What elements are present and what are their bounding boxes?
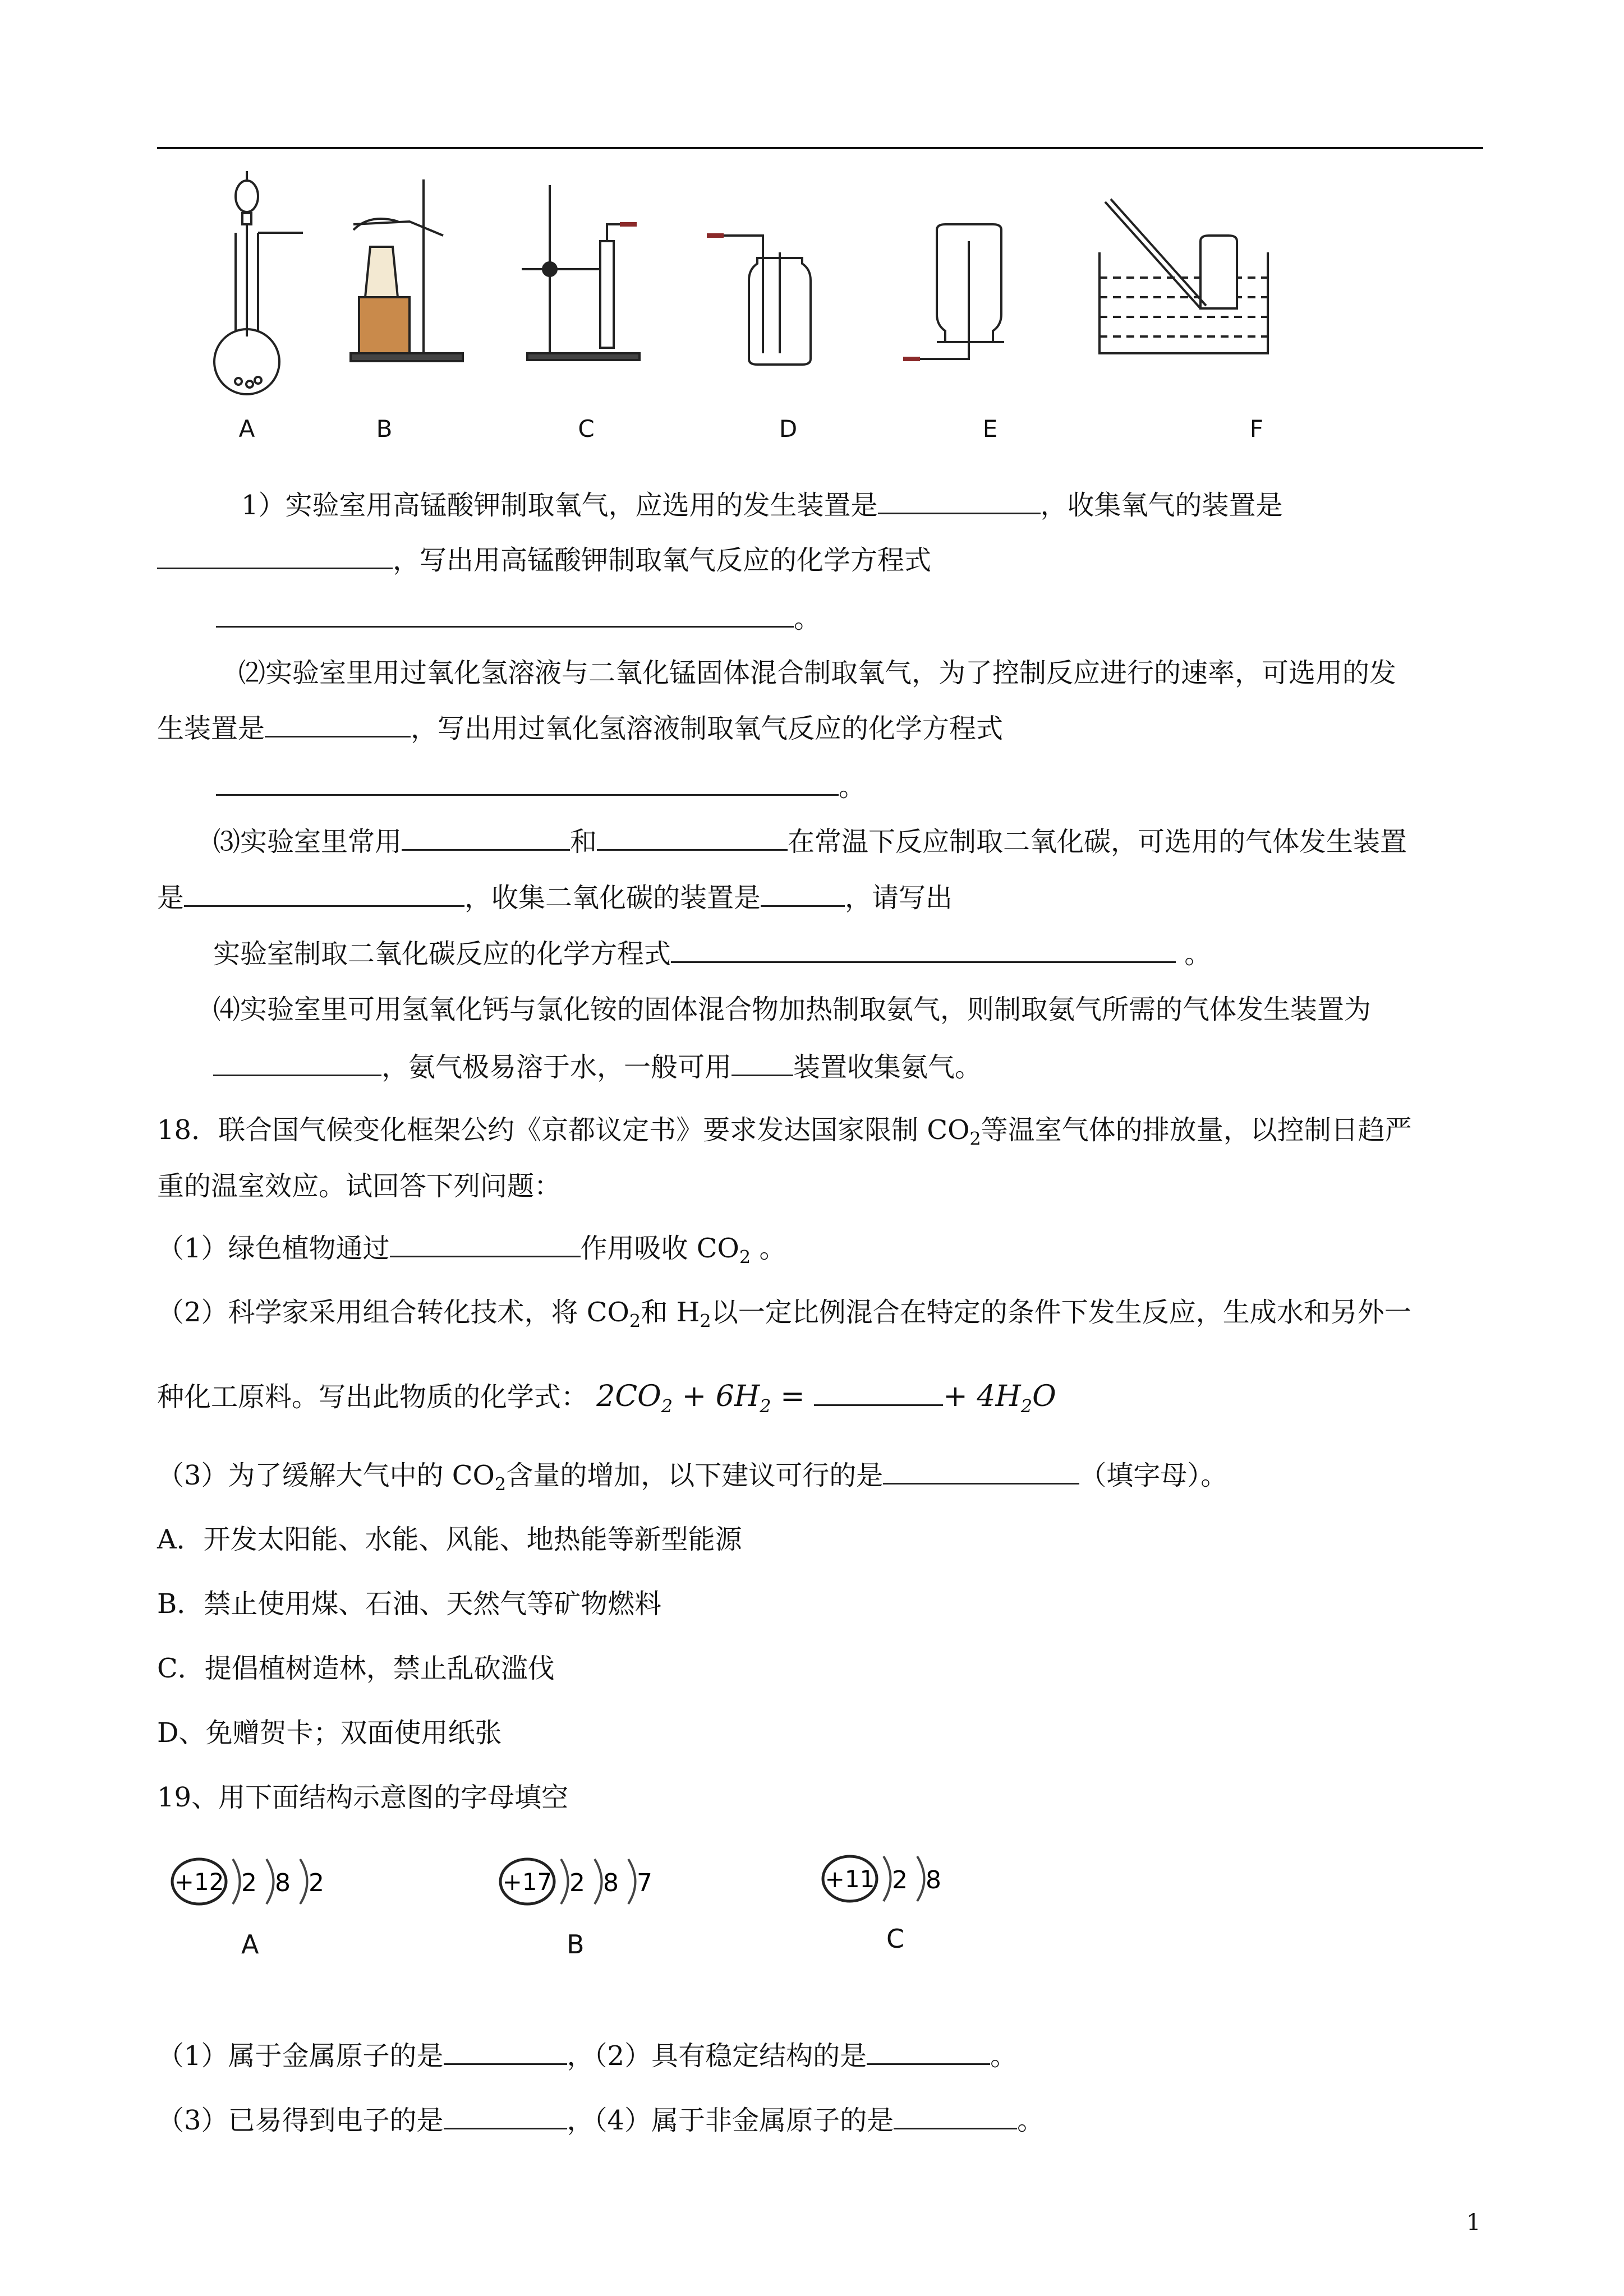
q17-part1-line3 (216, 601, 821, 635)
chemical-equation (596, 1380, 1056, 1417)
q17-part2-line1 (238, 656, 1396, 690)
shell-a-2: 8 (275, 1869, 291, 1897)
apparatus-label-d: D (779, 415, 798, 442)
subscript: 2 (1020, 1395, 1033, 1417)
q18-sub1 (157, 1231, 786, 1274)
answer-blank[interactable] (814, 1380, 943, 1406)
atom-label-c: C (886, 1924, 905, 1954)
header-rule (157, 147, 1483, 149)
q17-part2-line3 (216, 769, 866, 804)
shell-b-1: 2 (569, 1869, 585, 1897)
apparatus-c-figure (516, 168, 662, 404)
q17-p2-text-c: ，写出用过氧化氢溶液制取氧气反应的化学方程式 (411, 713, 1004, 744)
atom-structure-diagrams (163, 1839, 1004, 1985)
q18-s3-text-c: （填字母）。 (1079, 1460, 1228, 1491)
atom-label-a: A (241, 1929, 259, 1960)
subscript: 2 (700, 1310, 711, 1332)
q17-part3-line3 (213, 937, 1211, 971)
q17-part2-line2 (157, 711, 1003, 745)
q17-p4-text-c: 装置收集氨气。 (793, 1052, 982, 1083)
q17-part1-line2 (157, 543, 931, 577)
apparatus-label-c: C (578, 415, 595, 442)
q17-p3-text-c: 在常温下反应制取二氧化碳，可选用的气体发生装置 (788, 826, 1407, 857)
q17-p3-text-a: ⑶实验室里常用 (213, 826, 402, 857)
apparatus-label-a: A (238, 415, 255, 442)
q19-line2 (157, 2103, 1044, 2137)
eq-oxygen: O (1032, 1380, 1056, 1413)
q17-p1-text-c: ，写出用高锰酸钾制取氧气反应的化学方程式 (393, 545, 932, 576)
q17-p2-text-a: ⑵实验室里用过氧化氢溶液与二氧化锰固体混合制取氧气，为了控制反应进行的速率，可选用的发 (238, 657, 1397, 689)
answer-blank[interactable] (157, 543, 393, 569)
answer-blank[interactable] (213, 1050, 381, 1076)
q17-p1-end: 。 (794, 603, 821, 634)
answer-blank[interactable] (732, 1050, 793, 1076)
q17-p3-end: 。 (1184, 938, 1212, 970)
q18-s2-text-a: （2）科学家采用组合转化技术，将 CO (157, 1297, 629, 1328)
q19-s1b-text: ，（2）具有稳定结构的是 (567, 2040, 867, 2072)
apparatus-b-figure (337, 168, 482, 404)
q17-p1-text-b: ，收集氧气的装置是 (1040, 490, 1283, 521)
q18-option-b (157, 1587, 661, 1621)
q19-title-text: 19、用下面结构示意图的字母填空 (157, 1782, 569, 1813)
subscript: 2 (739, 1246, 751, 1268)
q17-part3-line1 (213, 824, 1407, 859)
q17-p3-text-f: ，请写出 (845, 882, 953, 914)
subscript: 2 (494, 1473, 507, 1495)
answer-blank[interactable] (867, 2039, 990, 2065)
apparatus-e-figure (892, 168, 1038, 404)
apparatus-label-b: B (376, 415, 393, 442)
q18-s2-text-c: 以一定比例混合在特定的条件下发生反应，生成水和另外一 (711, 1297, 1411, 1328)
shell-c-2: 8 (926, 1866, 941, 1894)
q17-part4-line2 (213, 1050, 982, 1084)
q18-intro-line1 (157, 1113, 1412, 1156)
answer-blank[interactable] (878, 488, 1041, 514)
q18-s2-text-d: 种化工原料。写出此物质的化学式： (157, 1381, 588, 1413)
answer-blank[interactable] (216, 769, 839, 796)
q18-sub2-line2 (157, 1380, 1056, 1423)
option-b-text: B．禁止使用煤、石油、天然气等矿物燃料 (157, 1588, 662, 1620)
apparatus-label-f: F (1249, 415, 1264, 442)
option-a-text: A．开发太阳能、水能、风能、地热能等新型能源 (157, 1524, 742, 1555)
answer-blank[interactable] (402, 824, 570, 851)
shell-a-3: 2 (309, 1869, 324, 1897)
q18-s3-text-b: 含量的增加，以下建议可行的是 (506, 1460, 884, 1491)
answer-blank[interactable] (883, 1458, 1079, 1484)
eq-mid: + 6H (673, 1380, 760, 1413)
q17-p4-text-a: ⑷实验室里可用氢氧化钙与氯化铵的固体混合物加热制取氨气，则制取氨气所需的气体发生装置为 (213, 994, 1372, 1025)
q19-title (157, 1781, 568, 1814)
q17-p3-text-b: 和 (570, 826, 597, 857)
atom-diagram-a (168, 1839, 381, 1924)
q19-s2c-text: 。 (1017, 2105, 1045, 2136)
shell-a-1: 2 (241, 1869, 257, 1897)
atom-diagram-b (496, 1839, 710, 1924)
q18-option-a (157, 1523, 742, 1556)
q18-s1-text-b: 作用吸收 CO (580, 1233, 739, 1264)
q19-s2b-text: ，（4）属于非金属原子的是 (567, 2105, 894, 2136)
q17-p3-text-d: 是 (157, 882, 185, 914)
apparatus-a-figure (213, 168, 325, 404)
atom-diagram-c (819, 1839, 999, 1924)
nucleus-b: +17 (502, 1868, 553, 1896)
q17-p2-text-b: 生装置是 (157, 713, 265, 744)
eq-equals: = (771, 1380, 815, 1413)
q18-option-d (157, 1716, 502, 1750)
q19-s1c-text: 。 (990, 2040, 1018, 2072)
nucleus-a: +12 (174, 1868, 224, 1896)
subscript: 2 (969, 1128, 981, 1150)
q19-s2-text: （3）已易得到电子的是 (157, 2105, 444, 2136)
page-number: 1 (1466, 2210, 1481, 2235)
answer-blank[interactable] (444, 2103, 567, 2129)
answer-blank[interactable] (390, 1231, 581, 1257)
q17-part1-line1 (241, 488, 1283, 522)
q18-option-c (157, 1652, 555, 1685)
eq-right: + 4H (943, 1380, 1021, 1413)
answer-blank[interactable] (216, 601, 794, 628)
option-c-text: C．提倡植树造林，禁止乱砍滥伐 (157, 1653, 555, 1684)
apparatus-f-figure (1088, 168, 1290, 404)
q18-intro-text-b: 等温室气体的排放量，以控制日趋严 (981, 1114, 1412, 1146)
q17-p1-text-a: 1）实验室用高锰酸钾制取氧气，应选用的发生装置是 (241, 490, 878, 521)
q18-s2-text-b: 和 H (641, 1297, 700, 1328)
answer-blank[interactable] (444, 2039, 567, 2065)
shell-c-1: 2 (892, 1866, 908, 1894)
answer-blank[interactable] (184, 880, 464, 907)
apparatus-figure-row (191, 168, 1369, 460)
q18-s3-text-a: （3）为了缓解大气中的 CO (157, 1460, 495, 1491)
answer-blank[interactable] (597, 824, 788, 851)
q18-sub3 (157, 1458, 1227, 1501)
q18-intro-text-c: 重的温室效应。试回答下列问题： (157, 1170, 562, 1202)
eq-left: 2CO (596, 1380, 661, 1413)
q19-s1-text: （1）属于金属原子的是 (157, 2040, 444, 2072)
atom-label-b: B (567, 1929, 585, 1960)
q17-part3-line2 (157, 880, 953, 915)
nucleus-c: +11 (825, 1865, 875, 1893)
answer-blank[interactable] (671, 937, 1176, 963)
q17-part4-line1 (213, 993, 1371, 1026)
q19-line1 (157, 2039, 1017, 2073)
q17-p4-text-b: ，氨气极易溶于水，一般可用 (381, 1052, 732, 1083)
subscript: 2 (661, 1395, 673, 1417)
apparatus-d-figure (696, 168, 841, 404)
answer-blank[interactable] (761, 880, 845, 907)
shell-b-3: 7 (637, 1869, 652, 1897)
q18-sub2-line1 (157, 1295, 1411, 1338)
q17-p2-end: 。 (839, 771, 866, 803)
q17-p3-text-e: ，收集二氧化碳的装置是 (464, 882, 761, 914)
q18-intro-text-a: 18．联合国气候变化框架公约《京都议定书》要求发达国家限制 CO (157, 1114, 970, 1146)
subscript: 2 (629, 1310, 641, 1332)
shell-b-2: 8 (603, 1869, 619, 1897)
q18-intro-line2 (157, 1169, 561, 1203)
answer-blank[interactable] (894, 2103, 1017, 2129)
subscript: 2 (760, 1395, 771, 1417)
option-d-text: D、免赠贺卡；双面使用纸张 (157, 1717, 502, 1749)
q18-s1-text-c: 。 (751, 1233, 786, 1264)
q18-s1-text-a: （1）绿色植物通过 (157, 1233, 390, 1264)
apparatus-label-e: E (982, 415, 998, 442)
answer-blank[interactable] (265, 711, 411, 737)
q17-p3-text-g: 实验室制取二氧化碳反应的化学方程式 (213, 938, 671, 970)
